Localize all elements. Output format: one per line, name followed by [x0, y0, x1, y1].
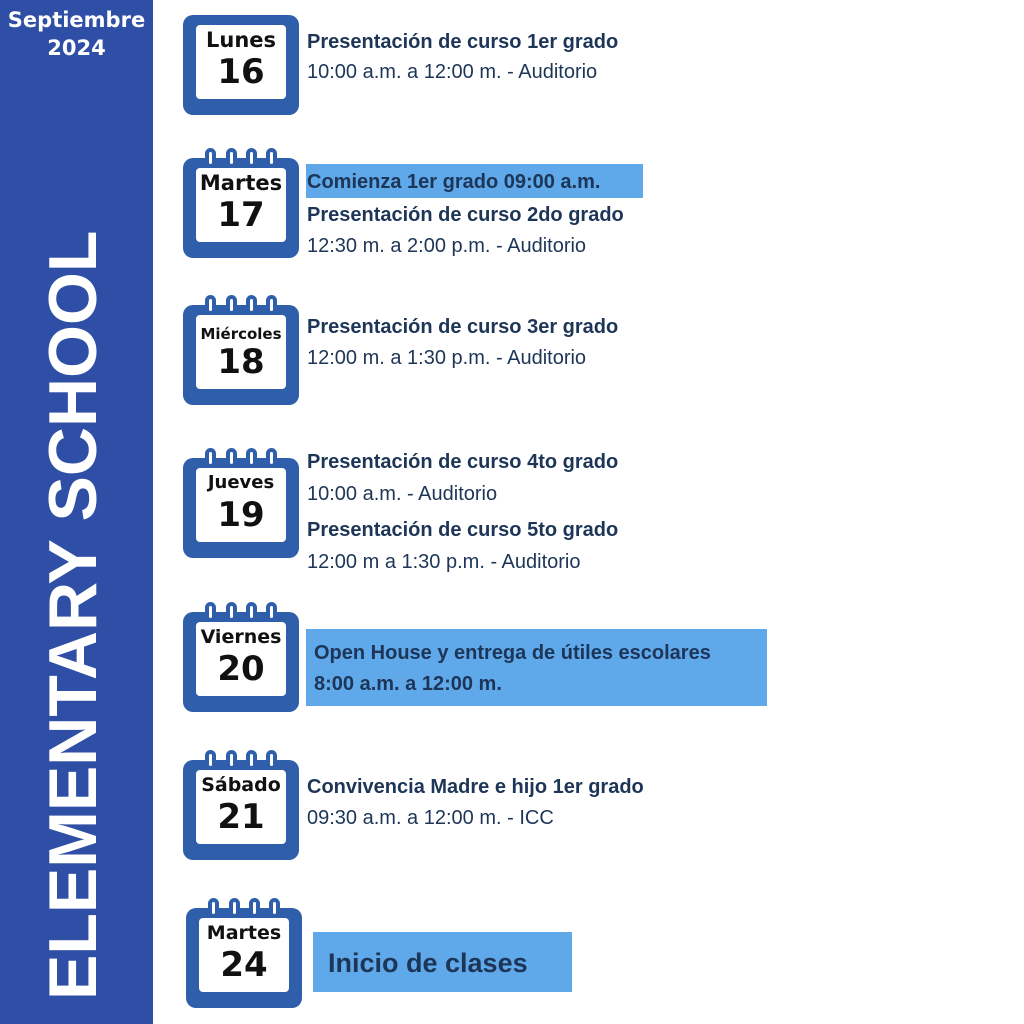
calendar-icon-24: [186, 898, 302, 1008]
calendar-ring: [205, 148, 216, 168]
event-time-18: 12:00 m. a 1:30 p.m. - Auditorio: [307, 347, 587, 369]
calendar-ring: [226, 750, 237, 770]
weekday-label: Jueves: [207, 472, 275, 493]
calendar-ring: [246, 448, 257, 468]
weekday-label: Sábado: [201, 774, 281, 796]
highlight-line2-20: 8:00 a.m. a 12:00 m.: [314, 673, 502, 695]
event-time-21: 09:30 a.m. a 12:00 m. - ICC: [307, 807, 554, 829]
calendar-icon-20: [183, 602, 299, 712]
calendar-icon-18: [183, 295, 299, 405]
day-number: 16: [217, 52, 265, 92]
calendar-icon-16: [183, 5, 299, 115]
calendar-ring: [246, 295, 257, 315]
weekday-label: Miércoles: [200, 325, 282, 343]
calendar-icon-21: [183, 750, 299, 860]
calendar-ring: [246, 148, 257, 168]
calendar-ring: [269, 898, 280, 918]
event-title-19a: Presentación de curso 4to grado: [307, 451, 619, 473]
event-title-21: Convivencia Madre e hijo 1er grado: [307, 776, 644, 798]
highlight-text-17: Comienza 1er grado 09:00 a.m.: [307, 171, 601, 193]
weekday-label: Lunes: [205, 28, 277, 52]
calendar-ring: [226, 448, 237, 468]
calendar-ring: [205, 448, 216, 468]
calendar-ring: [229, 898, 240, 918]
calendar-ring: [226, 602, 237, 622]
day-number: 24: [220, 945, 268, 985]
event-title-17: Presentación de curso 2do grado: [307, 204, 624, 226]
year-label: 2024: [47, 36, 106, 60]
calendar-ring: [246, 750, 257, 770]
day-number: 21: [217, 797, 265, 837]
highlight-text-24: Inicio de clases: [328, 948, 528, 978]
calendar-ring: [266, 148, 277, 168]
event-time-16: 10:00 a.m. a 12:00 m. - Auditorio: [307, 61, 598, 83]
school-title: ELEMENTARY SCHOOL: [35, 230, 111, 1000]
sidebar: [0, 0, 153, 1024]
calendar-ring: [266, 448, 277, 468]
day-number: 20: [217, 649, 265, 689]
weekday-label: Martes: [206, 922, 282, 944]
calendar-ring: [266, 750, 277, 770]
weekday-label: Viernes: [200, 626, 282, 648]
calendar-ring: [266, 295, 277, 315]
calendar-ring: [205, 295, 216, 315]
event-title-18: Presentación de curso 3er grado: [307, 316, 619, 338]
calendar-icon-17: [183, 148, 299, 258]
calendar-ring: [208, 898, 219, 918]
calendar-icon-19: [183, 448, 299, 558]
calendar-ring: [266, 602, 277, 622]
calendar-ring: [249, 898, 260, 918]
event-time-19a: 10:00 a.m. - Auditorio: [307, 483, 498, 505]
calendar-ring: [226, 148, 237, 168]
month-year: [0, 6, 153, 62]
calendar-ring: [226, 295, 237, 315]
day-number: 19: [217, 495, 265, 535]
day-number: 17: [217, 195, 265, 235]
calendar-ring: [205, 602, 216, 622]
weekday-label: Martes: [199, 171, 283, 195]
day-number: 18: [217, 342, 265, 382]
month-label: Septiembre: [7, 8, 146, 32]
calendar-ring: [246, 602, 257, 622]
event-title-16: Presentación de curso 1er grado: [307, 31, 619, 53]
event-title-19b: Presentación de curso 5to grado: [307, 519, 619, 541]
highlight-line1-20: Open House y entrega de útiles escolares: [314, 642, 711, 664]
calendar-ring: [205, 750, 216, 770]
event-time-19b: 12:00 m a 1:30 p.m. - Auditorio: [307, 551, 581, 573]
event-time-17: 12:30 m. a 2:00 p.m. - Auditorio: [307, 235, 587, 257]
